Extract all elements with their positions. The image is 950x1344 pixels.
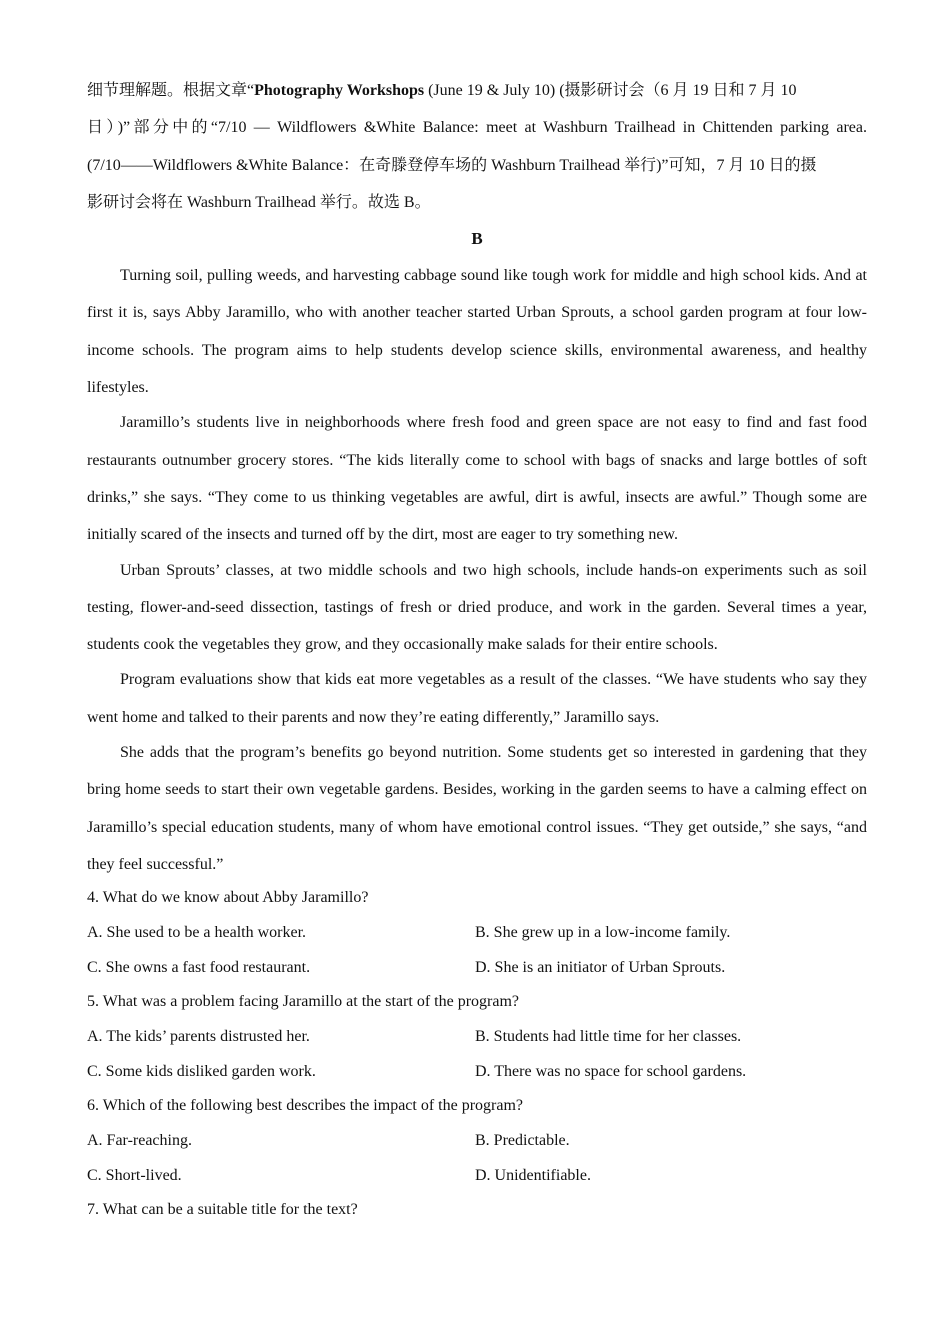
question-5-option-a[interactable]: A. The kids’ parents distrusted her. [87,1027,310,1045]
question-6-options-row-1 [87,1124,867,1159]
section-title: B [471,229,483,249]
question-6-option-c[interactable]: C. Short-lived. [87,1166,182,1184]
passage-paragraph-4: Program evaluations show that kids eat more vegetables as a result of the classes. “We have students who say they went home and talked to their parents and now they’re eating differently,” Jaramillo says. [87,671,867,726]
explanation-text: 细节理解题。根据文章“ [87,82,255,99]
passage-paragraph-1: Turning soil, pulling weeds, and harvesting cabbage sound like tough work for middle and high school kids. And at first it is, says Abby Jaramillo, who with another teacher started Urban Sprouts, a school garden program at four low-income schools. The program aims to help students develop science skills, environmental awareness, and healthy lifestyles. [87,267,867,397]
explanation-line-3: (7/10——Wildflowers &White Balance：在奇滕登停车场的 Washburn Trailhead 举行)”可知，7 月 10 日的摄 [87,156,817,174]
passage-paragraph-2: Jaramillo’s students live in neighborhoods where fresh food and green space are not easy to find and fast food restaurants outnumber grocery stores. “The kids literally come to school with bags of snacks and large bottles of soft drinks,” she says. “They come to us thinking vegetables are awful, dirt is awful, insects are awful.” Though some are initially scared of the insects and turned off by the dirt, most are eager to try something new. [87,414,867,544]
question-7-stem: 7. What can be a suitable title for the text? [87,1201,358,1219]
question-5-option-b[interactable]: B. Students had little time for her classes. [475,1027,742,1045]
question-4-option-a[interactable]: A. She used to be a health worker. [87,923,307,941]
explanation-line-4: 影研讨会将在 Washburn Trailhead 举行。故选 B。 [87,193,431,211]
question-5-stem: 5. What was a problem facing Jaramillo at the start of the program? [87,993,519,1011]
question-5-options-row-2 [87,1055,867,1090]
question-6-option-a[interactable]: A. Far-reaching. [87,1132,192,1150]
question-5-option-c[interactable]: C. Some kids disliked garden work. [87,1062,316,1080]
document-page [87,72,867,1228]
question-4-option-d[interactable]: D. She is an initiator of Urban Sprouts. [475,958,726,976]
question-5-options-row-1 [87,1020,867,1055]
workshop-heading-ref: Photography Workshops [254,82,425,99]
question-4-option-b[interactable]: B. She grew up in a low-income family. [475,923,731,941]
question-4-options-row-2 [87,951,867,986]
explanation-line-1 [87,72,867,109]
question-4-option-c[interactable]: C. She owns a fast food restaurant. [87,958,311,976]
explanation-text: (June 19 & July 10) (摄影研讨会（6 月 19 日和 7 月 10 [424,82,797,99]
passage-paragraph-5: She adds that the program’s benefits go beyond nutrition. Some students get so interested in gardening that they bring home seeds to start their own vegetable gardens. Besides, working in the garden seems to have a calming effect on Jaramillo’s special education students, many of whom have emotional control issues. “They get outside,” she says, “and they feel successful.” [87,744,867,873]
passage-paragraph-3: Urban Sprouts’ classes, at two middle schools and two high schools, include hands-on experiments such as soil testing, flower-and-seed dissection, tastings of fresh or dried produce, and work in the garden. Several times a year, students cook the vegetables they grow, and they occasionally make salads for their entire schools. [87,561,867,654]
question-6-option-d[interactable]: D. Unidentifiable. [475,1166,591,1184]
question-5-option-d[interactable]: D. There was no space for school gardens. [475,1062,747,1080]
question-6-stem: 6. Which of the following best describes the impact of the program? [87,1097,524,1115]
question-4-options-row-1 [87,916,867,951]
question-4-stem: 4. What do we know about Abby Jaramillo? [87,889,369,907]
question-6-option-b[interactable]: B. Predictable. [475,1132,570,1150]
question-6-options-row-2 [87,1159,867,1194]
explanation-line-2: 日）)”部分中的“7/10 — Wildflowers &White Balance: meet at Washburn Trailhead in Chittenden parking area. [87,119,867,137]
